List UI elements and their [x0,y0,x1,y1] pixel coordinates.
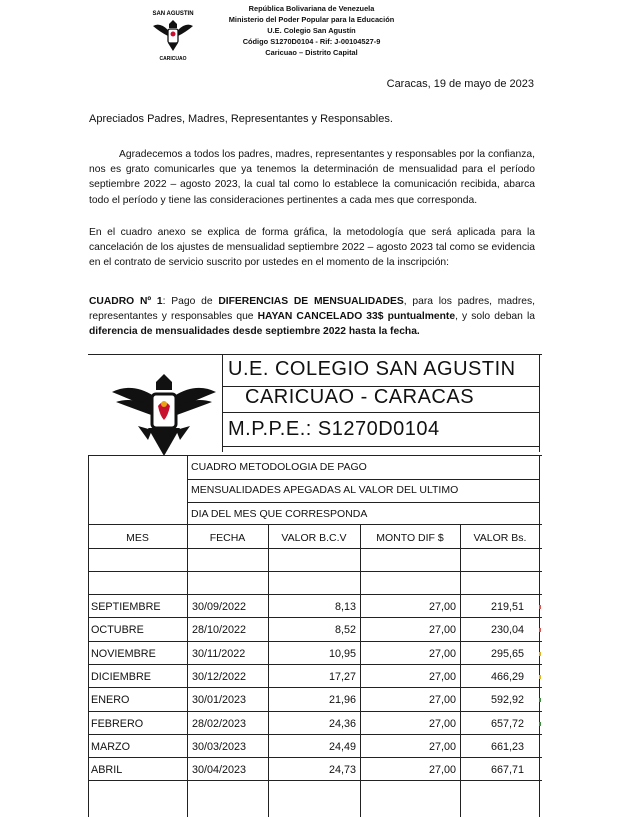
cell-valor-bcv: 24,73 [328,764,356,777]
paragraph-3: CUADRO Nº 1: Pago de DIFERENCIAS DE MENSUALIDADES, para los padres, madres, representantes y responsables que HAYAN CANCELADO 33$ puntualmente, y solo deban la diferencia de mensualidades desde septiembre 2022 hasta la fecha. [89,296,535,338]
status-marker [539,675,541,679]
cell-fecha: 28/10/2022 [192,624,247,637]
table-meta-line-1: CUADRO METODOLOGIA DE PAGO [191,461,367,473]
cell-mes: SEPTIEMBRE [91,601,161,613]
cell-valor-bs: 661,23 [490,740,524,753]
table-title-line-2: CARICUAO - CARACAS [245,386,475,408]
cuadro-label: CUADRO Nº 1 [89,296,163,307]
cell-valor-bs: 230,04 [490,624,524,637]
table-title-line-3: M.P.P.E.: S1270D0104 [228,418,440,440]
cell-mes: ABRIL [91,764,123,777]
cell-valor-bcv: 8,13 [334,601,356,613]
table-meta-line-3: DIA DEL MES QUE CORRESPONDA [191,508,368,520]
cell-valor-bcv: 17,27 [328,670,356,683]
cell-monto-dif: 27,00 [428,764,456,777]
cell-fecha: 30/11/2022 [192,647,246,660]
cell-fecha: 30/01/2023 [192,694,247,707]
cell-mes: OCTUBRE [91,624,144,637]
logo-text-bottom: CARICUAO [159,56,187,62]
cell-monto-dif: 27,00 [428,740,456,753]
letter-date: Caracas, 19 de mayo de 2023 [386,78,534,90]
cell-mes: DICIEMBRE [91,670,151,683]
cell-valor-bs: 219,51 [490,601,524,613]
cell-valor-bs: 295,65 [490,647,524,660]
cell-monto-dif: 27,00 [428,717,456,730]
cell-valor-bs: 592,92 [490,694,524,707]
status-marker [539,652,541,656]
logo-text-top: SAN AGUSTIN [152,11,194,17]
cell-valor-bcv: 21,96 [328,694,356,707]
school-logo-large [108,370,220,462]
status-marker [539,698,541,702]
payment-table [88,352,542,817]
cell-fecha: 30/12/2022 [192,670,247,683]
status-marker [539,605,541,609]
table-meta-line-2: MENSUALIDADES APEGADAS AL VALOR DEL ULTIMO [191,484,459,496]
header-line-1: República Bolivariana de Venezuela [248,4,375,13]
cell-fecha: 30/04/2023 [192,764,247,777]
cell-monto-dif: 27,00 [428,694,456,707]
cell-monto-dif: 27,00 [428,624,456,637]
paragraph-2: En el cuadro anexo se explica de forma gráfica, la metodología que será aplicada para la cancelación de los ajustes de mensualidad septiembre 2022 – agosto 2023 tal como se evidencia en el contrato de servicio suscrito por ustedes en el momento de la inscripción: [89,227,535,269]
column-header-valor-bs: VALOR Bs. [473,532,527,544]
cell-monto-dif: 27,00 [428,647,456,660]
cell-monto-dif: 27,00 [428,670,456,683]
cell-fecha: 30/09/2022 [192,601,247,613]
cell-mes: FEBRERO [91,717,144,730]
table-title-line-1: U.E. COLEGIO SAN AGUSTIN [228,358,516,380]
cell-valor-bcv: 8,52 [334,624,356,637]
column-header-valor-bcv: VALOR B.C.V [281,532,347,544]
column-header-fecha: FECHA [209,532,246,544]
status-marker [539,628,541,632]
cell-mes: MARZO [91,740,130,753]
column-header-mes: MES [126,532,149,544]
cell-mes: NOVIEMBRE [91,647,156,660]
cell-fecha: 28/02/2023 [192,717,247,730]
cell-monto-dif: 27,00 [428,601,456,613]
cell-valor-bcv: 24,36 [328,717,356,730]
header-line-2: Ministerio del Poder Popular para la Educación [228,15,395,24]
header-line-4: Código S1270D0104 - Rif: J-00104527-9 [242,37,381,46]
status-marker [539,722,541,726]
cell-valor-bs: 657,72 [490,717,524,730]
cell-valor-bcv: 10,95 [328,647,356,660]
cell-fecha: 30/03/2023 [192,740,247,753]
letter-salutation: Apreciados Padres, Madres, Representantes y Responsables. [89,113,393,125]
cell-valor-bs: 667,71 [490,764,524,777]
paragraph-1: Agradecemos a todos los padres, madres, representantes y responsables por la confianza, nos es grato comunicarles que ya tenemos la determinación de mensualidad para el período septiembre 2022 – agosto 2023, la cual tal como lo establece la comunicación recibida, abarca todo el período y tiene las consideraciones pertinentes a cada mes que corresponda. [89,149,535,206]
header-line-3: U.E. Colegio San Agustín [267,26,356,35]
cell-valor-bcv: 24,49 [328,740,356,753]
header-line-5: Caricuao – Distrito Capital [265,48,358,57]
cell-valor-bs: 466,29 [490,670,524,683]
cell-mes: ENERO [91,694,130,707]
column-header-monto-dif: MONTO DIF $ [376,532,444,544]
